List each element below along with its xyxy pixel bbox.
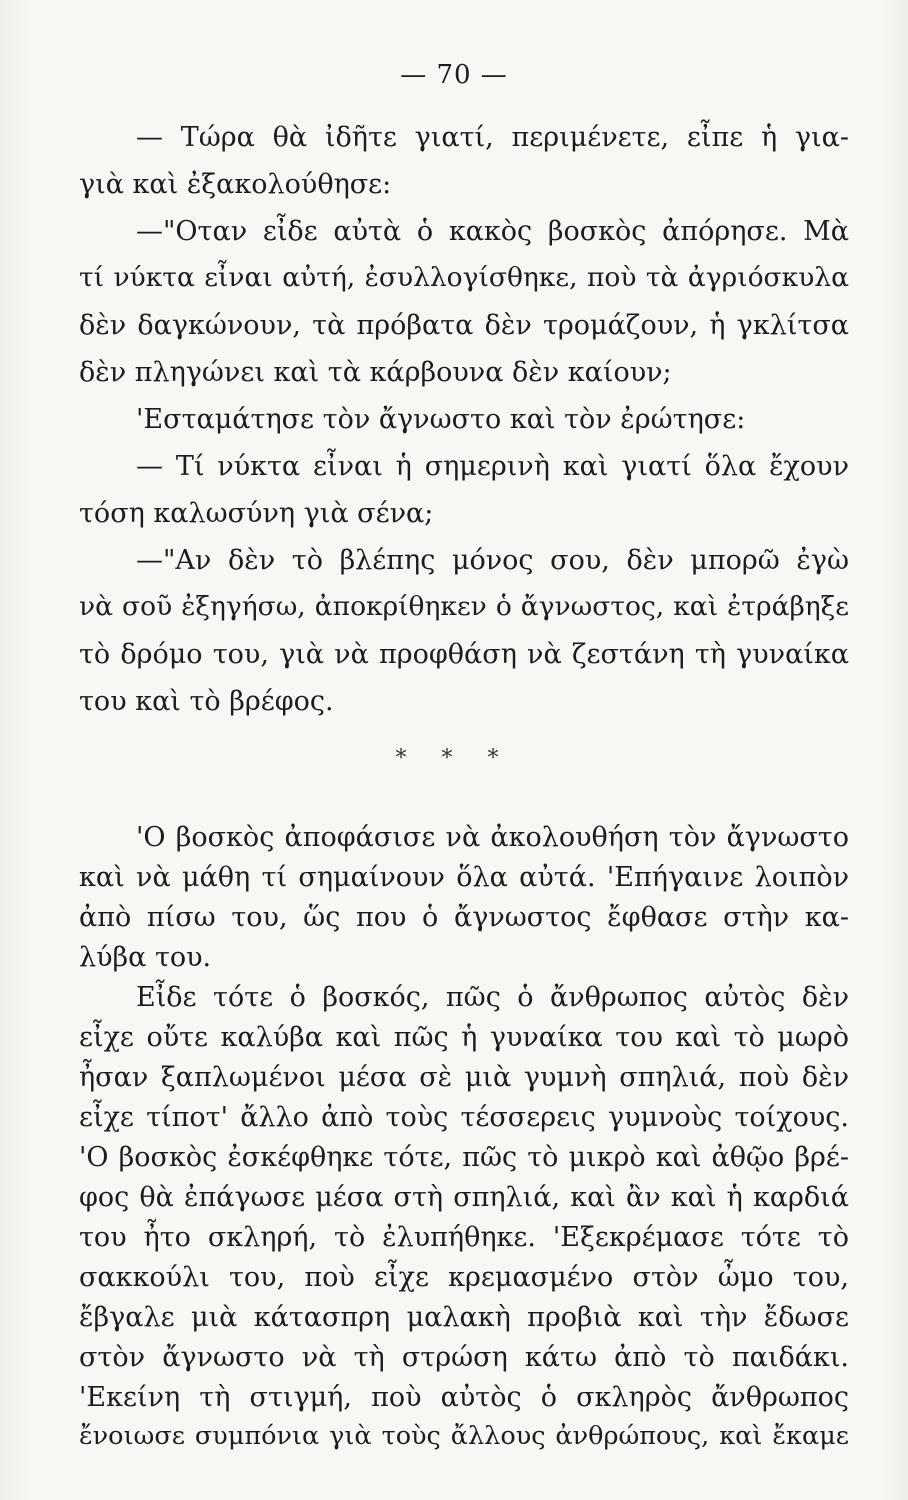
text-line: ἀπὸ πίσω του, ὥς που ὁ ἄγνωστος ἔφθασε στὴν κα-: [79, 902, 849, 933]
text-line: —"Οταν εἶδε αὐτὰ ὁ κακὸς βοσκὸς ἀπόρησε. Μὰ: [136, 216, 849, 247]
text-line: τὸ δρόμο του, γιὰ νὰ προφθάση νὰ ζεστάνη τὴ γυναίκα: [79, 639, 849, 670]
text-line: του ἦτο σκληρή, τὸ ἐλυπήθηκε. 'Εξεκρέμασε τότε τὸ: [79, 1222, 849, 1253]
text-line: δὲν δαγκώνουν, τὰ πρόβατα δὲν τρομάζουν, ἡ γκλίτσα: [79, 310, 849, 341]
text-line: δὲν πληγώνει καὶ τὰ κάρβουνα δὲν καίουν;: [79, 357, 672, 388]
text-line: 'Ο βοσκὸς ἀποφάσισε νὰ ἀκολουθήση τὸν ἄγνωστο: [136, 822, 849, 853]
text-line: — Τί νύκτα εἶναι ἡ σημερινὴ καὶ γιατί ὅλα ἔχουν: [136, 451, 849, 482]
text-line: 'Εκείνη τὴ στιγμή, ποὺ αὐτὸς ὁ σκληρὸς ἄνθρωπος: [79, 1382, 849, 1413]
text-line: εἶχε τίποτ' ἄλλο ἀπὸ τοὺς τέσσερεις γυμνοὺς τοίχους.: [79, 1102, 849, 1133]
text-line: γιὰ καὶ ἐξακολούθησε:: [79, 169, 392, 200]
text-line: Εἶδε τότε ὁ βοσκός, πῶς ὁ ἄνθρωπος αὐτὸς δὲν: [136, 982, 849, 1013]
text-line: 'Ο βοσκὸς ἐσκέφθηκε τότε, πῶς τὸ μικρὸ καὶ ἀθῷο βρέ-: [79, 1142, 849, 1173]
text-line: καὶ νὰ μάθη τί σημαίνουν ὅλα αὐτά. 'Επήγαινε λοιπὸν: [79, 862, 849, 893]
text-line: ἔβγαλε μιὰ κάτασπρη μαλακὴ προβιὰ καὶ τὴν ἔδωσε: [79, 1302, 849, 1333]
text-line: —"Αν δὲν τὸ βλέπης μόνος σου, δὲν μπορῶ ἐγὼ: [136, 545, 849, 576]
page-number: — 70 —: [400, 60, 508, 90]
text-line: — Τώρα θὰ ἰδῆτε γιατί, περιμένετε, εἶπε ἡ για-: [136, 122, 849, 153]
text-line: εἶχε οὔτε καλύβα καὶ πῶς ἡ γυναίκα του καὶ τὸ μωρὸ: [79, 1022, 849, 1053]
text-line: ἔνοιωσε συμπόνια γιὰ τοὺς ἄλλους ἀνθρώπους, καὶ ἔκαμε: [79, 1421, 849, 1451]
text-line: στὸν ἄγνωστο νὰ τὴ στρώση κάτω ἀπὸ τὸ παιδάκι.: [79, 1342, 849, 1373]
text-line: σακκούλι του, ποὺ εἶχε κρεμασμένο στὸν ὦμο του,: [79, 1262, 849, 1293]
text-line: τί νύκτα εἶναι αὐτή, ἐσυλλογίσθηκε, ποὺ τὰ ἀγριόσκυλα: [79, 262, 849, 293]
text-line: νὰ σοῦ ἐξηγήσω, ἀποκρίθηκεν ὁ ἄγνωστος, καὶ ἐτράβηξε: [79, 591, 849, 622]
text-line: λύβα του.: [79, 942, 212, 973]
text-line: τόση καλωσύνη γιὰ σένα;: [79, 498, 434, 529]
text-line: φος θὰ ἐπάγωσε μέσα στὴ σπηλιά, καὶ ἂν καὶ ἡ καρδιά: [79, 1182, 849, 1213]
text-line: ἦσαν ξαπλωμένοι μέσα σὲ μιὰ γυμνὴ σπηλιά, ποὺ δὲν: [79, 1062, 849, 1093]
text-line: του καὶ τὸ βρέφος.: [79, 686, 334, 717]
text-line: 'Εσταμάτησε τὸν ἄγνωστο καὶ τὸν ἐρώτησε:: [136, 404, 746, 435]
section-separator: * * *: [395, 746, 513, 771]
